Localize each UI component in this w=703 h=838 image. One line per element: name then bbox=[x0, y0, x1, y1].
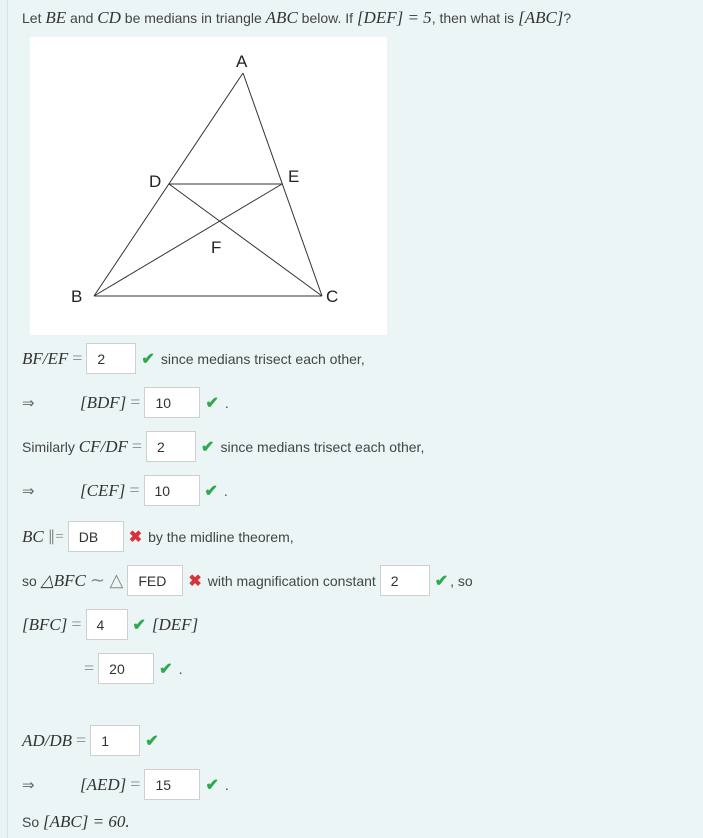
answer-field-bf-ef[interactable]: 2 bbox=[86, 343, 136, 374]
step-8 bbox=[80, 653, 182, 684]
equals-sign: = bbox=[130, 392, 141, 412]
math-bdf-area: [BDF] bbox=[80, 392, 127, 412]
median-cd bbox=[169, 184, 322, 296]
implies-arrow: ⇒ bbox=[22, 394, 35, 412]
answer-field-midline[interactable]: DB bbox=[68, 521, 124, 552]
step-10-tail: . bbox=[224, 776, 229, 793]
question-suffix: ? bbox=[563, 10, 572, 26]
answer-field-similar-triangle[interactable]: FED bbox=[127, 565, 183, 596]
equals-sign: = bbox=[84, 658, 95, 678]
math-final-result: [ABC] = 60. bbox=[43, 812, 130, 831]
question-mid3: , then what is bbox=[431, 10, 515, 26]
step-3 bbox=[22, 431, 424, 462]
answer-field-cef[interactable]: 10 bbox=[144, 475, 200, 506]
point-label-d: D bbox=[149, 172, 162, 191]
point-label-e: E bbox=[288, 167, 300, 186]
cross-icon: ✖ bbox=[188, 572, 202, 590]
equals-sign: = bbox=[71, 614, 82, 634]
answer-field-magnification[interactable]: 2 bbox=[380, 565, 430, 596]
answer-field-bfc-area[interactable]: 20 bbox=[98, 653, 154, 684]
implies-arrow: ⇒ bbox=[22, 482, 35, 500]
check-icon: ✔ bbox=[145, 732, 159, 750]
parallel-equal-sign: ∥= bbox=[47, 529, 64, 545]
step-3-note: since medians trisect each other, bbox=[220, 438, 425, 455]
step-4-tail: . bbox=[223, 482, 228, 499]
math-cd: CD bbox=[97, 8, 121, 27]
math-bfc-area: [BFC] bbox=[22, 614, 68, 634]
math-def-equals: [DEF] = 5 bbox=[356, 8, 432, 27]
math-bf-ef: BF/EF bbox=[22, 348, 69, 368]
step-5 bbox=[22, 521, 294, 552]
math-abc-area: [ABC] bbox=[518, 8, 564, 27]
similar-triangle-sign: ∼ △ bbox=[89, 570, 124, 590]
step-2 bbox=[22, 387, 229, 418]
check-icon: ✔ bbox=[434, 572, 449, 590]
step-8-tail: . bbox=[178, 660, 183, 677]
step-6-note: with magnification constant bbox=[207, 572, 376, 589]
step-2-tail: . bbox=[224, 394, 229, 411]
question-and: and bbox=[70, 10, 94, 26]
math-def-area: [DEF] bbox=[151, 614, 199, 634]
equals-sign: = bbox=[76, 730, 87, 750]
step-11-lead: So bbox=[22, 814, 40, 830]
step-4 bbox=[22, 475, 228, 506]
math-aed-area: [AED] bbox=[80, 774, 127, 794]
math-be: BE bbox=[45, 8, 67, 27]
question-prefix: Let bbox=[22, 10, 42, 26]
answer-field-bfc-factor[interactable]: 4 bbox=[86, 609, 128, 640]
equals-sign: = bbox=[72, 348, 83, 368]
vertex-label-a: A bbox=[236, 52, 248, 71]
step-6-lead: so bbox=[22, 572, 37, 589]
step-11 bbox=[22, 812, 130, 832]
triangle-diagram bbox=[30, 37, 387, 335]
step-10 bbox=[22, 769, 229, 800]
answer-field-aed[interactable]: 15 bbox=[144, 769, 200, 800]
question-text bbox=[22, 8, 571, 28]
check-icon: ✔ bbox=[132, 616, 146, 634]
check-icon: ✔ bbox=[141, 350, 155, 368]
answer-field-cf-df[interactable]: 2 bbox=[146, 431, 196, 462]
step-6-tail: , so bbox=[450, 572, 473, 589]
step-1 bbox=[22, 343, 365, 374]
vertex-label-c: C bbox=[326, 287, 339, 306]
median-be bbox=[94, 184, 282, 296]
check-icon: ✔ bbox=[205, 776, 219, 794]
math-cf-df: CF/DF bbox=[78, 436, 128, 456]
math-bc: BC bbox=[22, 526, 44, 546]
answer-field-bdf[interactable]: 10 bbox=[144, 387, 200, 418]
check-icon: ✔ bbox=[204, 482, 218, 500]
equals-sign: = bbox=[129, 480, 140, 500]
math-ad-db: AD/DB bbox=[22, 730, 73, 750]
check-icon: ✔ bbox=[205, 394, 219, 412]
math-triangle-bfc: △BFC bbox=[40, 570, 86, 590]
question-mid2: below. If bbox=[301, 10, 354, 26]
check-icon: ✔ bbox=[201, 438, 215, 456]
triangle-figure bbox=[30, 37, 387, 335]
point-label-f: F bbox=[211, 238, 222, 257]
step-3-lead: Similarly bbox=[22, 438, 75, 455]
equals-sign: = bbox=[131, 436, 143, 456]
equals-sign: = bbox=[130, 774, 141, 794]
answer-field-ad-db[interactable]: 1 bbox=[90, 725, 140, 756]
cross-icon: ✖ bbox=[128, 528, 143, 546]
question-mid: be medians in triangle bbox=[124, 10, 262, 26]
implies-arrow: ⇒ bbox=[22, 776, 35, 794]
step-7 bbox=[22, 609, 198, 640]
step-5-note: by the midline theorem, bbox=[148, 528, 294, 545]
math-abc: ABC bbox=[265, 8, 298, 27]
step-6 bbox=[22, 565, 473, 596]
vertex-label-b: B bbox=[71, 287, 83, 306]
check-icon: ✔ bbox=[159, 660, 173, 678]
math-cef-area: [CEF] bbox=[80, 480, 126, 500]
step-1-note: since medians trisect each other, bbox=[160, 350, 365, 367]
step-9 bbox=[22, 725, 165, 756]
